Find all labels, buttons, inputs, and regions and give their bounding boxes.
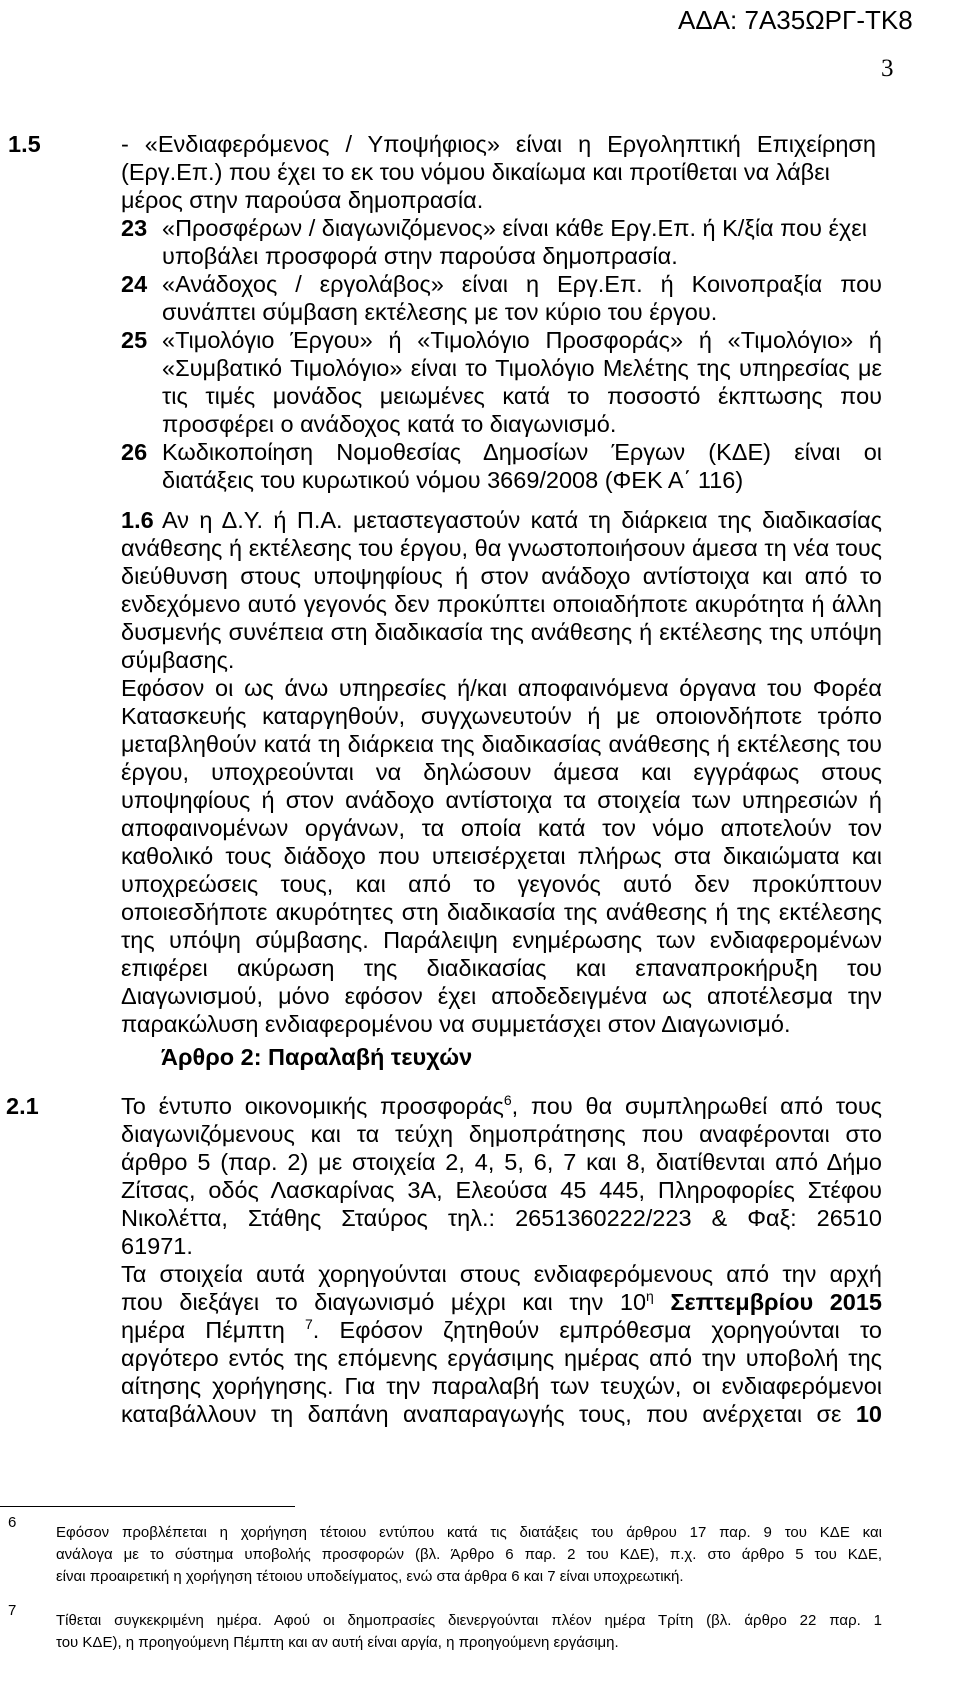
- body-line: έργου, υποχρεούνται να δηλώσουν άμεσα και εγγράφως στους: [121, 759, 882, 785]
- def-line: «Τιμολόγιο Έργου» ή «Τιμολόγιο Προσφοράς» ή «Τιμολόγιο» ή: [162, 327, 882, 353]
- footnote-number: 7: [8, 1602, 17, 1619]
- body-line: άρθρο 5 (παρ. 2) με στοιχεία 2, 4, 5, 6, 7 και 8, διατίθενται από Δήμο: [121, 1149, 882, 1175]
- text-span: . Εφόσον ζητηθούν εμπρόθεσμα χορηγούνται το: [312, 1317, 882, 1343]
- superscript: η: [646, 1288, 654, 1305]
- body-line: καθολικό τους διάδοχο που υπεισέρχεται πλήρως στα δικαιώματα και: [121, 843, 882, 869]
- body-line: Τα στοιχεία αυτά χορηγούνται στους ενδιαφερόμενους από την αρχή: [121, 1261, 882, 1287]
- section-label: 2.1: [6, 1093, 39, 1119]
- article-heading: Άρθρο 2: Παραλαβή τευχών: [161, 1044, 473, 1070]
- page-number: 3: [881, 55, 894, 82]
- body-line: δυσμενής συνέπεια στη διαδικασία της ανάθεσης ή εκτέλεσης της υπόψη: [121, 619, 882, 645]
- def-line: διατάξεις του κυρωτικού νόμου 3669/2008 (ΦΕΚ Α΄ 116): [162, 467, 744, 493]
- body-line: ενδεχόμενο αυτό γεγονός δεν προκύπτει οποιαδήποτε ακυρότητα ή άλλη: [121, 591, 882, 617]
- def-line: «Ανάδοχος / εργολάβος» είναι η Εργ.Επ. ή Κοινοπραξία που: [162, 271, 882, 297]
- body-line: Κατασκευής καταργηθούν, συγχωνευτούν ή με οποιονδήποτε τρόπο: [121, 703, 882, 729]
- body-line: Αν η Δ.Υ. ή Π.Α. μεταστεγαστούν κατά τη διάρκεια της διαδικασίας: [162, 507, 882, 533]
- section-label: 1.6: [121, 507, 154, 533]
- def-label: 26: [121, 439, 148, 465]
- body-line: υποψηφίους ή στον ανάδοχο αντίστοιχα τα στοιχεία των υπηρεσιών ή: [121, 787, 882, 813]
- bold-amount: 10: [855, 1401, 882, 1427]
- ada-code: ΑΔΑ: 7Α35ΩΡΓ-ΤΚ8: [678, 5, 913, 35]
- body-line: ανάθεσης ή εκτέλεσης του έργου, θα γνωστοποιήσουν άμεσα τη νέα τους: [121, 535, 882, 561]
- text-span: ημέρα Πέμπτη: [121, 1317, 285, 1343]
- footnote-separator: [0, 1506, 295, 1507]
- footnote-line: είναι προαιρετική η χορήγηση τέτοιου υποδείγματος, ενώ στα άρθρα 6 και 7 είναι υποχρεωτική.: [56, 1568, 684, 1585]
- def-line: τις τιμές μονάδος μειωμένες κατά το ποσοστό έκπτωσης που: [162, 383, 882, 409]
- body-line: διεύθυνση στους υποψηφίους ή στον ανάδοχο αντίστοιχα και από το: [121, 563, 882, 589]
- def-line: - «Ενδιαφερόμενος / Υποψήφιος» είναι η Εργοληπτική Επιχείρηση: [121, 131, 876, 157]
- footnote-line: Τίθεται συγκεκριμένη ημέρα. Αφού οι δημοπρασίες διενεργούνται πλέον ημέρα Τρίτη (βλ. άρθρο 22 παρ. 1: [56, 1612, 882, 1629]
- def-line: «Συμβατικό Τιμολόγιο» είναι το Τιμολόγιο Μελέτης της υπηρεσίας με: [162, 355, 882, 381]
- body-line: της υπόψη σύμβασης. Παράλειψη ενημέρωσης των ενδιαφερομένων: [121, 927, 882, 953]
- body-line: 61971.: [121, 1233, 193, 1259]
- footnote-ref[interactable]: 6: [503, 1092, 512, 1109]
- body-line: οποιεσδήποτε ακυρότητες στη διαδικασία της ανάθεσης ή της εκτέλεσης: [121, 899, 882, 925]
- footnote-line: Εφόσον προβλέπεται η χορήγηση τέτοιου εντύπου κατά τις διατάξεις του άρθρου 17 παρ. 9 του ΚΔΕ και: [56, 1524, 882, 1541]
- text-span: καταβάλλουν τη δαπάνη αναπαραγωγής τους, που ανέρχεται σε: [121, 1401, 842, 1427]
- body-line: αποφαινομένων οργάνων, τα οποία κατά τον νόμο αποτελούν τον: [121, 815, 882, 841]
- def-line: μέρος στην παρούσα δημοπρασία.: [121, 187, 484, 213]
- def-label: 25: [121, 327, 148, 353]
- footnote-ref[interactable]: 7: [305, 1316, 313, 1333]
- body-line: Διαγωνισμού, μόνο εφόσον έχει αποδεδειγμένα ως αποτέλεσμα την: [121, 983, 882, 1009]
- footnote-line: του ΚΔΕ), η προηγούμενη Πέμπτη και αν αυτή είναι αργία, η προηγούμενη εργάσιμη.: [56, 1634, 619, 1651]
- body-line: [121, 1400, 882, 1456]
- def-label: 23: [121, 215, 148, 241]
- text-span: που διεξάγει το διαγωνισμό μέχρι και την 10: [121, 1289, 647, 1315]
- def-line: «Προσφέρων / διαγωνιζόμενος» είναι κάθε Εργ.Επ. ή Κ/ξία που έχει: [162, 215, 867, 241]
- body-line: υποχρεώσεις τους, και από το γεγονός αυτό δεν προκύπτουν: [121, 871, 882, 897]
- def-line: προσφέρει ο ανάδοχος κατά το διαγωνισμό.: [162, 411, 617, 437]
- body-line: Ζίτσας, οδός Λασκαρίνας 3Α, Ελεούσα 45 445, Πληροφορίες Στέφου: [121, 1177, 882, 1203]
- body-line: επιφέρει ακύρωση της διαδικασίας και επαναπροκήρυξη του: [121, 955, 882, 981]
- def-label: 1.5: [8, 131, 41, 157]
- body-line: αίτησης χορήγησης. Για την παραλαβή των τευχών, οι ενδιαφερόμενοι: [121, 1373, 882, 1399]
- def-line: υποβάλει προσφορά στην παρούσα δημοπρασία.: [162, 243, 678, 269]
- body-line: Εφόσον οι ως άνω υπηρεσίες ή/και αποφαινόμενα όργανα του Φορέα: [121, 675, 882, 701]
- def-line: συνάπτει σύμβαση εκτέλεσης με τον κύριο του έργου.: [162, 299, 718, 325]
- bold-date: Σεπτεμβρίου 2015: [670, 1289, 882, 1315]
- def-label: 24: [121, 271, 148, 297]
- body-line: παρακώλυση ενδιαφερομένου να συμμετάσχει στον Διαγωνισμό.: [121, 1011, 791, 1037]
- def-line: (Εργ.Επ.) που έχει το εκ του νόμου δικαίωμα και προτίθεται να λάβει: [121, 159, 830, 185]
- body-line: μεταβληθούν κατά τη διάρκεια της διαδικασίας ανάθεσης ή εκτέλεσης του: [121, 731, 882, 757]
- body-line: Νικολέττα, Στάθης Σταύρος τηλ.: 2651360222/223 & Φαξ: 26510: [121, 1205, 882, 1231]
- text-span: Το έντυπο οικονομικής προσφοράς: [121, 1093, 504, 1119]
- body-line: σύμβασης.: [121, 647, 235, 673]
- text-span: , που θα συμπληρωθεί από τους: [511, 1093, 882, 1119]
- body-line: διαγωνιζόμενους και τα τεύχη δημοπράτησης που αναφέρονται στο: [121, 1121, 882, 1147]
- footnote-line: ανάλογα με το σύστημα υποβολής προσφορών (βλ. Άρθρο 6 παρ. 2 του ΚΔΕ), π.χ. στο άρθρο 5 του ΚΔΕ,: [56, 1546, 882, 1563]
- body-line: αργότερο εντός της επόμενης εργάσιμης ημέρας από την υποβολή της: [121, 1345, 882, 1371]
- def-line: Κωδικοποίηση Νομοθεσίας Δημοσίων Έργων (ΚΔΕ) είναι οι: [162, 439, 882, 465]
- footnote-number: 6: [8, 1514, 17, 1531]
